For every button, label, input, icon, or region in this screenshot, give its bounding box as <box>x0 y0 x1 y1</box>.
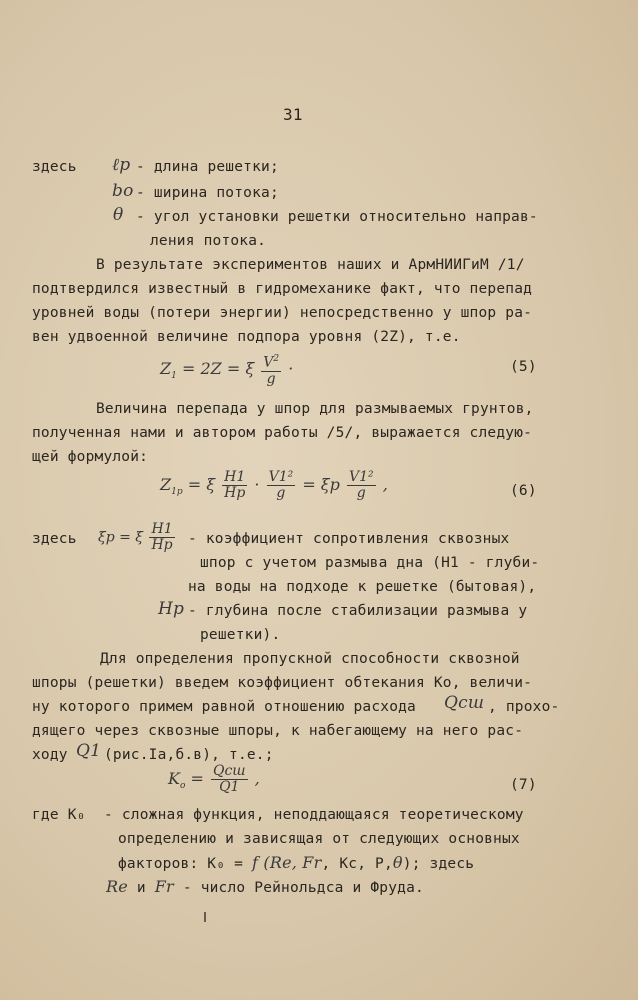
page-number: 31 <box>283 105 303 124</box>
eq5-fraction <box>261 352 281 387</box>
def2-sym1: ξp = ξ <box>98 529 144 546</box>
definition-text: - угол установки решетки относительно направ- <box>136 209 538 225</box>
text-line: шпоры (решетки) введем коэффициент обтекания Ко, величи- <box>32 675 533 691</box>
definition-text: - сложная функция, неподдающаяся теоретическому <box>104 807 524 823</box>
definition-text: - число Рейнольдса и Фруда. <box>182 880 424 896</box>
symbol-bo: bo <box>112 181 134 201</box>
text-line: дящего через сквозные шпоры, к набегающему на него рас- <box>32 723 524 739</box>
eq5-number: (5) <box>510 359 537 375</box>
definition-text: - глубина после стабилизации размыва у <box>188 603 528 619</box>
eq6-f1-den: Hp <box>224 485 246 501</box>
text-line: вен удвоенной величине подпора уровня (2Z), т.е. <box>32 329 461 345</box>
eq6-fraction-3 <box>347 470 376 501</box>
eq5-num-sup: 2 <box>273 354 280 364</box>
definition-text: решетки). <box>200 627 281 643</box>
text-line: Для определения пропускной способности сквозной <box>100 651 520 667</box>
text-line: В результате экспериментов наших и АрмНИИГиМ /1/ <box>96 257 525 273</box>
symbol-re: Re <box>106 877 128 896</box>
symbol-lp: ℓp <box>112 155 131 175</box>
eq6-f3-den: g <box>356 485 366 501</box>
text-line: Величина перепада у шпор для размываемых грунтов, <box>96 401 534 417</box>
definitions-intro: здесь <box>32 531 77 547</box>
text-line: подтвердился известный в гидромеханике факт, что перепад <box>32 281 533 297</box>
definition-text: - длина решетки; <box>136 159 279 175</box>
definition-text: определению и зависящая от следующих основных <box>118 831 520 847</box>
eq6-eq2: = ξp <box>302 475 340 494</box>
eq6-dot: · <box>254 475 260 494</box>
eq5-tail: · <box>288 358 294 378</box>
eq6-number: (6) <box>510 483 537 499</box>
eq6-eq: = ξ <box>187 475 216 494</box>
definitions-intro: где K₀ <box>32 807 86 823</box>
eq6-lhs-sub: 1p <box>171 487 183 498</box>
text-line: , прохо- <box>488 699 560 715</box>
eq5-den: g <box>266 370 276 387</box>
def2-num: H1 <box>151 521 173 537</box>
eq6-fraction-1 <box>222 470 247 501</box>
definition-text: и <box>136 880 146 896</box>
text-line: полученная нами и автором работы /5/, выражается следую- <box>32 425 533 441</box>
definition-text: шпор с учетом размыва дна (H1 - глуби- <box>200 555 540 571</box>
definition-text: на воды на подходе к решетке (бытовая), <box>188 579 537 595</box>
eq5-lhs-sub: 1 <box>171 371 177 382</box>
symbol-theta: θ <box>392 853 403 872</box>
def2-den: Hp <box>151 537 173 553</box>
definition-text: ); здесь <box>402 856 475 872</box>
symbol-theta: θ <box>113 205 124 225</box>
text-line: ну которого примем равной отношению расхода <box>32 699 416 715</box>
text-line: (рис.Ia,б.в), т.е.; <box>104 747 274 763</box>
definition-text: - ширина потока; <box>136 185 279 201</box>
eq6-fraction-2 <box>267 470 296 501</box>
eq7-lhs: K <box>168 769 180 788</box>
eq6-lhs: Z <box>160 475 172 494</box>
text-line: ходу <box>32 747 68 763</box>
definition-text: факторов: K₀ = <box>118 856 244 872</box>
definition-text: , Kc, P, <box>321 856 393 872</box>
eq7-number: (7) <box>510 777 537 793</box>
symbol-hp: Hp <box>158 599 185 619</box>
text-line: уровней воды (потери энергии) непосредственно у шпор ра- <box>32 305 533 321</box>
func-f: f (Re, Fr <box>251 853 322 872</box>
eq7-eq: = <box>190 769 204 788</box>
eq6-f1-num: H1 <box>224 469 246 485</box>
text-line: щей формулой: <box>32 449 149 465</box>
eq7-num: Qсш <box>212 763 246 779</box>
definition-continuation: ления потока. <box>150 233 267 249</box>
eq5-num: V <box>263 354 274 371</box>
eq6-f2-num: V1² <box>268 469 294 485</box>
symbol-q-sh: Qсш <box>444 693 485 713</box>
eq6-f3-num: V1² <box>348 469 374 485</box>
eq7-lhs-sub: o <box>179 781 186 792</box>
eq6-tail: , <box>382 475 388 494</box>
eq5-mid: = 2Z = ξ <box>181 358 255 378</box>
symbol-fr: Fr <box>154 877 174 896</box>
eq6-f2-den: g <box>276 485 286 501</box>
symbol-q1: Q1 <box>76 741 102 761</box>
definitions-intro: здесь <box>32 159 77 175</box>
stray-mark <box>204 912 206 922</box>
eq7-tail: , <box>254 769 260 788</box>
eq7-fraction <box>211 764 248 795</box>
definition-text: - коэффициент сопротивления сквозных <box>188 531 510 547</box>
eq5-lhs: Z <box>160 358 172 378</box>
def2-fraction <box>149 522 174 553</box>
eq7-den: Q1 <box>219 779 240 795</box>
